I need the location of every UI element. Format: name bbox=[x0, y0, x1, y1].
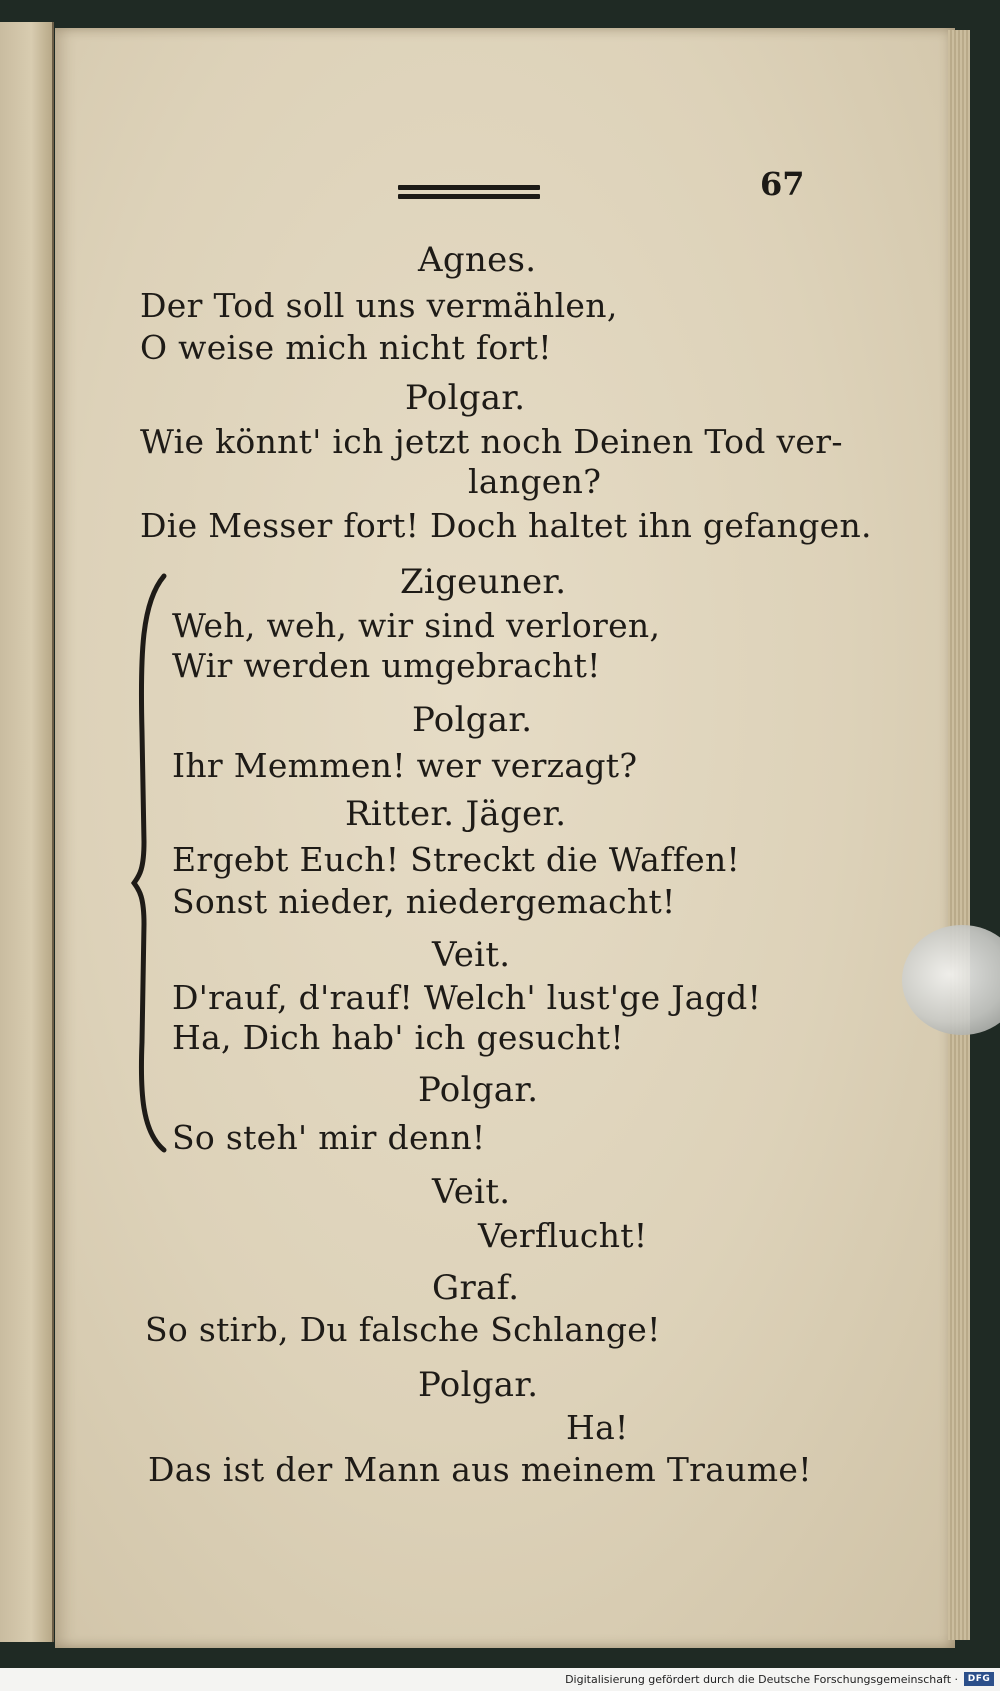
curly-brace-ensemble bbox=[130, 572, 170, 1154]
page-stack-edge bbox=[948, 30, 970, 1640]
verse-line: Der Tod soll uns vermählen, bbox=[140, 286, 618, 325]
funding-credit: Digitalisierung gefördert durch die Deutsche Forschungsgemeinschaft · bbox=[565, 1673, 958, 1686]
verse-line: Ha! bbox=[566, 1408, 629, 1447]
speaker-polgar: Polgar. bbox=[405, 378, 526, 418]
verse-line: Sonst nieder, niedergemacht! bbox=[172, 882, 676, 921]
verse-line: Wir werden umgebracht! bbox=[172, 646, 601, 685]
page-number: 67 bbox=[760, 165, 805, 203]
speaker-zigeuner: Zigeuner. bbox=[400, 562, 567, 602]
verse-line: So stirb, Du falsche Schlange! bbox=[145, 1310, 661, 1349]
speaker-polgar: Polgar. bbox=[418, 1070, 539, 1110]
verse-line: Ergebt Euch! Streckt die Waffen! bbox=[172, 840, 741, 879]
verse-line: Die Messer fort! Doch haltet ihn gefangen. bbox=[140, 506, 872, 545]
verse-line: Ha, Dich hab' ich gesucht! bbox=[172, 1018, 624, 1057]
verse-line: Verflucht! bbox=[478, 1216, 648, 1255]
verse-line: Weh, weh, wir sind verloren, bbox=[172, 606, 661, 645]
header-double-rule bbox=[398, 185, 540, 201]
speaker-agnes: Agnes. bbox=[418, 240, 537, 280]
verse-line: So steh' mir denn! bbox=[172, 1118, 486, 1157]
speaker-graf: Graf. bbox=[432, 1268, 520, 1308]
verse-line: D'rauf, d'rauf! Welch' lust'ge Jagd! bbox=[172, 978, 762, 1017]
facing-page-edge bbox=[0, 22, 54, 1642]
speaker-veit: Veit. bbox=[432, 1172, 511, 1212]
speaker-polgar: Polgar. bbox=[412, 700, 533, 740]
dfg-logo: DFG bbox=[964, 1672, 994, 1686]
digitization-footer bbox=[0, 1668, 1000, 1691]
verse-line: Das ist der Mann aus meinem Traume! bbox=[148, 1450, 812, 1489]
speaker-veit: Veit. bbox=[432, 935, 511, 975]
speaker-polgar: Polgar. bbox=[418, 1365, 539, 1405]
speaker-ritter-jaeger: Ritter. Jäger. bbox=[345, 794, 567, 834]
verse-line: Wie könnt' ich jetzt noch Deinen Tod ver- bbox=[140, 422, 843, 461]
verse-line: O weise mich nicht fort! bbox=[140, 328, 552, 367]
verse-line: Ihr Memmen! wer verzagt? bbox=[172, 746, 638, 785]
verse-line-continuation: langen? bbox=[468, 462, 602, 501]
